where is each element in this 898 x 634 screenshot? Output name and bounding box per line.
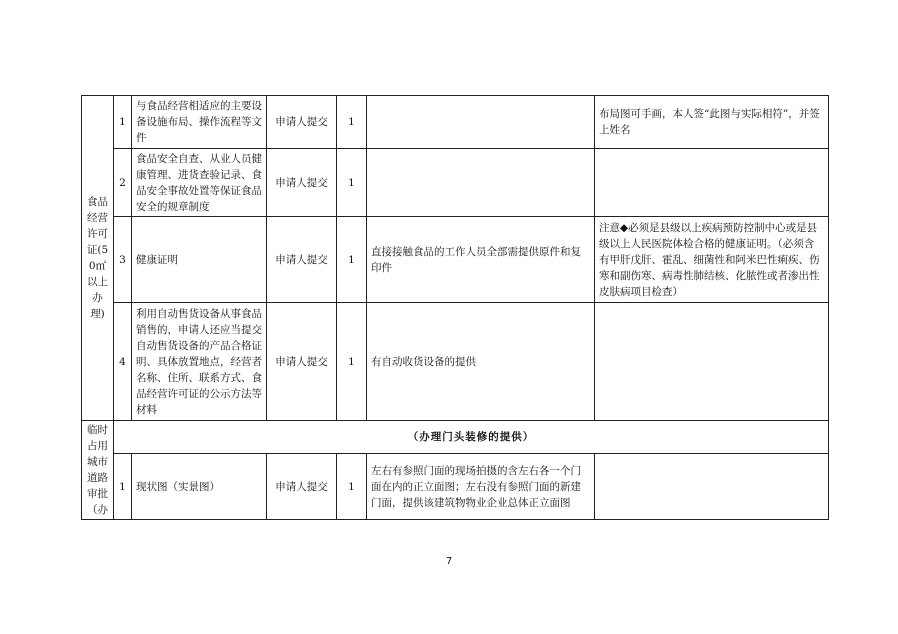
table-row: [82, 421, 829, 454]
material-name: 健康证明: [132, 217, 267, 303]
material-source: 申请人提交: [267, 454, 337, 520]
category-cell-food-license: 食品经营许可证(50㎡以上办理): [82, 96, 114, 421]
material-requirement: 直接接触食品的工作人员全部需提供原件和复印件: [367, 217, 595, 303]
material-source: 申请人提交: [267, 303, 337, 421]
material-note: 布局图可手画，本人签“此图与实际相符”，并签上姓名: [595, 96, 829, 149]
material-note: 注意◆必须是县级以上疾病预防控制中心或是县级以上人民医院体检合格的健康证明。（必须含有甲肝戊肝、霍乱、细菌性和阿米巴性痢疾、伤寒和副伤寒、病毒性肺结核、化脓性或者渗出性皮肤病项目检查）: [595, 217, 829, 303]
material-name: 现状图（实景图）: [132, 454, 267, 520]
materials-table: [81, 95, 829, 520]
material-source: 申请人提交: [267, 217, 337, 303]
page-number: 7: [445, 556, 453, 567]
table-row: [82, 96, 829, 149]
category-cell-road-occupation: 临时占用城市道路审批（办: [82, 421, 114, 520]
material-name: 食品安全自查、从业人员健康管理、进货查验记录、食品安全事故处置等保证食品安全的规章制度: [132, 149, 267, 217]
material-source: 申请人提交: [267, 96, 337, 149]
material-requirement: [367, 149, 595, 217]
material-copies: 1: [337, 96, 367, 149]
row-number: 1: [114, 96, 132, 149]
table-row: [82, 217, 829, 303]
material-copies: 1: [337, 454, 367, 520]
material-name: 利用自动售货设备从事食品销售的，申请人还应当提交自动售货设备的产品合格证明、具体放置地点，经营者名称、住所、联系方式、食品经营许可证的公示方法等材料: [132, 303, 267, 421]
material-requirement: [367, 96, 595, 149]
material-note: [595, 149, 829, 217]
table-row: [82, 303, 829, 421]
table-row: [82, 149, 829, 217]
material-name: 与食品经营相适应的主要设备设施布局、操作流程等文件: [132, 96, 267, 149]
row-number: 3: [114, 217, 132, 303]
material-copies: 1: [337, 217, 367, 303]
material-copies: 1: [337, 303, 367, 421]
material-note: [595, 303, 829, 421]
row-number: 4: [114, 303, 132, 421]
material-source: 申请人提交: [267, 149, 337, 217]
material-copies: 1: [337, 149, 367, 217]
section-heading: （办理门头装修的提供）: [114, 421, 829, 454]
row-number: 2: [114, 149, 132, 217]
material-requirement: 有自动收货设备的提供: [367, 303, 595, 421]
table-row: [82, 454, 829, 520]
row-number: 1: [114, 454, 132, 520]
material-requirement: 左右有参照门面的现场拍摄的含左右各一个门面在内的正立面图；左右没有参照门面的新建门面，提供该建筑物物业企业总体正立面图: [367, 454, 595, 520]
material-note: [595, 454, 829, 520]
